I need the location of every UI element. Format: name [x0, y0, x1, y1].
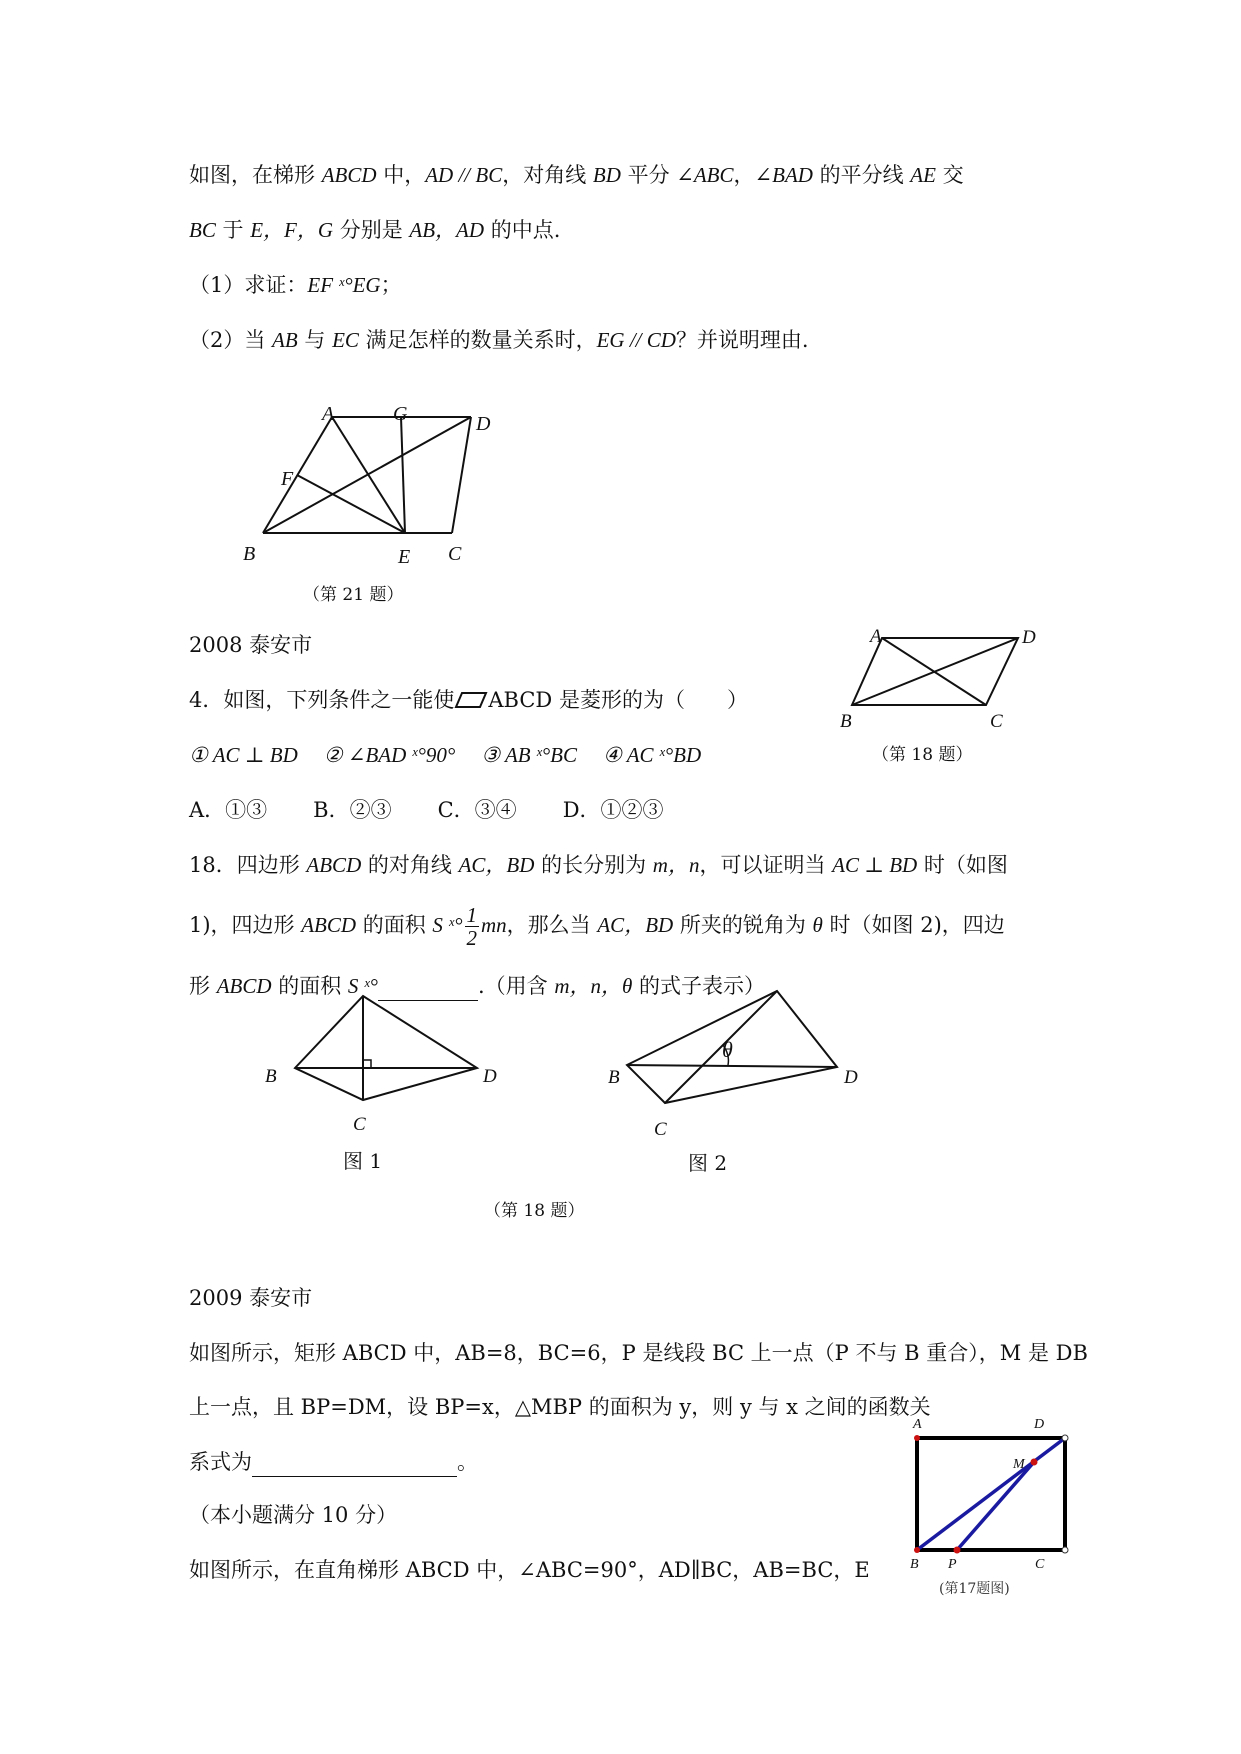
- label-A: A: [913, 1417, 922, 1432]
- choice: D．①②③: [562, 798, 664, 822]
- text: 分别是: [333, 218, 410, 242]
- label-C: C: [1035, 1557, 1045, 1572]
- label-C: C: [353, 1114, 366, 1135]
- math: ∠BAD: [754, 163, 813, 187]
- label-M: M: [1013, 1457, 1025, 1472]
- point-C: [1062, 1547, 1068, 1553]
- math: ABCD: [301, 913, 357, 937]
- math: m，n，θ: [554, 974, 633, 998]
- math: S ˣ°: [432, 913, 463, 937]
- text: 18．四边形: [189, 853, 307, 877]
- condition: ④ AC ˣ°BD: [603, 743, 702, 767]
- math: BD: [592, 163, 621, 187]
- text: 所夹的锐角为: [673, 913, 813, 937]
- math: AB: [272, 328, 298, 352]
- text: 的对角线: [361, 853, 459, 877]
- text: 1)，四边形: [189, 913, 302, 937]
- text: 。: [457, 1450, 478, 1474]
- text: 时（如图 2)，四边: [822, 913, 1005, 937]
- label-B: B: [265, 1066, 277, 1087]
- rhombus-figure: [840, 626, 1050, 732]
- math: BC: [189, 218, 216, 242]
- text: 的中点.: [484, 218, 561, 242]
- math: EC: [332, 328, 359, 352]
- text: 形: [189, 974, 217, 998]
- question4-conditions: [189, 740, 701, 770]
- point-A: [914, 1435, 920, 1441]
- text: 交: [935, 163, 964, 187]
- figure-caption-21: （第 21 题）: [303, 585, 404, 605]
- label-A: A: [870, 626, 882, 647]
- trapezoid-figure: [240, 405, 540, 575]
- math: ABCD: [321, 163, 377, 187]
- label-B: B: [608, 1067, 620, 1088]
- diagonal-BD: [917, 1438, 1065, 1550]
- problem1-line2: [189, 215, 560, 245]
- right-angle-mark: [363, 1060, 371, 1068]
- math: mn: [481, 913, 507, 937]
- text: 的面积: [356, 913, 433, 937]
- figure-caption-4: （第 18 题）: [872, 745, 973, 765]
- text: 系式为: [189, 1450, 252, 1474]
- math: AD // BC: [425, 163, 503, 187]
- text: 4．如图，下列条件之一能使: [189, 688, 455, 712]
- diagonal-BD: [263, 417, 471, 533]
- text: 如图，在梯形: [189, 163, 322, 187]
- question4-choices: [189, 795, 664, 825]
- text: ，那么当: [506, 913, 598, 937]
- math: AC，BD: [458, 853, 535, 877]
- figure-2-angle-theta: [600, 985, 880, 1150]
- math: S ˣ°: [347, 974, 378, 998]
- text: .（用含: [477, 974, 555, 998]
- math: ABCD: [306, 853, 362, 877]
- condition: ① AC ⊥ BD: [189, 743, 298, 767]
- text: 的式子表示）: [632, 974, 765, 998]
- math: AC ⊥ BD: [832, 853, 918, 877]
- label-D: D: [476, 413, 491, 435]
- math: θ: [812, 913, 823, 937]
- text: ，: [733, 163, 755, 187]
- choice: C．③④: [437, 798, 517, 822]
- figure-caption-17: (第17题图): [939, 1581, 1010, 1597]
- text: （2）当: [189, 328, 273, 352]
- math: EG // CD: [596, 328, 676, 352]
- diagonal-AC: [665, 991, 777, 1103]
- condition: ③ AB ˣ°BC: [481, 743, 578, 767]
- point-M: [1031, 1459, 1038, 1466]
- problem1-question1: [189, 270, 402, 300]
- diagonal-BD: [627, 1065, 837, 1067]
- problem1-question2: [189, 325, 809, 355]
- segment-GE: [401, 417, 405, 533]
- text: 满足怎样的数量关系时，: [358, 328, 597, 352]
- text: （1）求证：: [189, 273, 308, 297]
- math: AE: [910, 163, 936, 187]
- math: ∠ABC: [676, 163, 734, 187]
- math: AC，BD: [597, 913, 674, 937]
- problem-2009-next-question: 如图所示，在直角梯形 ABCD 中，∠ABC=90°，AD∥BC，AB=BC，E: [189, 1558, 870, 1582]
- problem-2009-points: （本小题满分 10 分）: [189, 1503, 398, 1527]
- figure-1-perpendicular-diagonals: [255, 990, 515, 1140]
- choice: A．①③: [189, 798, 268, 822]
- label-A: A: [322, 403, 335, 425]
- label-D: D: [844, 1067, 858, 1088]
- problem-2009-line1: 如图所示，矩形 ABCD 中，AB=8，BC=6，P 是线段 BC 上一点（P 不与 B 重合），M 是 DB: [189, 1341, 1088, 1365]
- condition: ② ∠BAD ˣ°90°: [323, 743, 456, 767]
- question4-stem: [189, 685, 748, 715]
- math: m，n: [652, 853, 700, 877]
- label-B: B: [243, 543, 256, 565]
- label-E: E: [398, 546, 411, 568]
- segment-AE: [332, 417, 405, 533]
- edge-DC: [452, 417, 471, 533]
- text: 中，: [376, 163, 426, 187]
- label-D: D: [483, 1066, 497, 1087]
- text: 的面积: [271, 974, 348, 998]
- label-B: B: [910, 1557, 919, 1572]
- label-G: G: [393, 403, 408, 425]
- figure-1-caption: 图 1: [343, 1149, 383, 1173]
- problem-2009-line3: [189, 1446, 478, 1477]
- question18-line2: [189, 903, 1005, 949]
- point-P: [954, 1547, 961, 1554]
- label-B: B: [840, 711, 852, 732]
- question18-line1: [189, 850, 1008, 880]
- label-C: C: [654, 1119, 667, 1140]
- label-P: P: [948, 1557, 957, 1572]
- segment-PM: [957, 1462, 1034, 1550]
- math: E，F，G: [250, 218, 334, 242]
- label-D: D: [1022, 627, 1036, 648]
- point-D: [1062, 1435, 1068, 1441]
- text: 与: [297, 328, 333, 352]
- text: ，对角线: [502, 163, 593, 187]
- label-C: C: [448, 543, 462, 565]
- math: EF ˣ°EG: [307, 273, 381, 297]
- text: ABCD 是菱形的为（ ）: [488, 688, 748, 712]
- text: 于: [215, 218, 251, 242]
- fraction-denominator: 2: [466, 926, 477, 950]
- label-D: D: [1034, 1417, 1045, 1432]
- text: 平分: [620, 163, 677, 187]
- quadrilateral-ABCD: [295, 996, 477, 1100]
- text: 的长分别为: [534, 853, 653, 877]
- label-F: F: [281, 468, 294, 490]
- choice: B．②③: [313, 798, 392, 822]
- figure-caption-18: （第 18 题）: [484, 1201, 585, 1221]
- section-2009-heading: 2009 泰安市: [189, 1286, 313, 1310]
- point-B: [914, 1547, 920, 1553]
- fraction-numerator: 1: [466, 903, 477, 927]
- text: 的平分线: [812, 163, 911, 187]
- problem-2009-line2: 上一点，且 BP=DM，设 BP=x，△MBP 的面积为 y，则 y 与 x 之间的函数关: [189, 1395, 931, 1419]
- parallelogram-icon: [454, 691, 488, 709]
- label-theta: θ: [722, 1037, 733, 1062]
- math: AB，AD: [409, 218, 485, 242]
- text: ？并说明理由.: [675, 328, 809, 352]
- math: ABCD: [216, 974, 272, 998]
- fraction-one-half: [465, 904, 480, 949]
- rectangle-figure-17: [905, 1410, 1090, 1570]
- section-2008-heading: 2008 泰安市: [189, 633, 313, 657]
- answer-blank: [252, 1446, 457, 1477]
- figure-2-caption: 图 2: [688, 1151, 728, 1175]
- label-C: C: [990, 711, 1003, 732]
- problem1-line1: [189, 160, 964, 190]
- text: ；: [380, 273, 402, 297]
- text: ，可以证明当: [699, 853, 833, 877]
- text: 时（如图: [917, 853, 1008, 877]
